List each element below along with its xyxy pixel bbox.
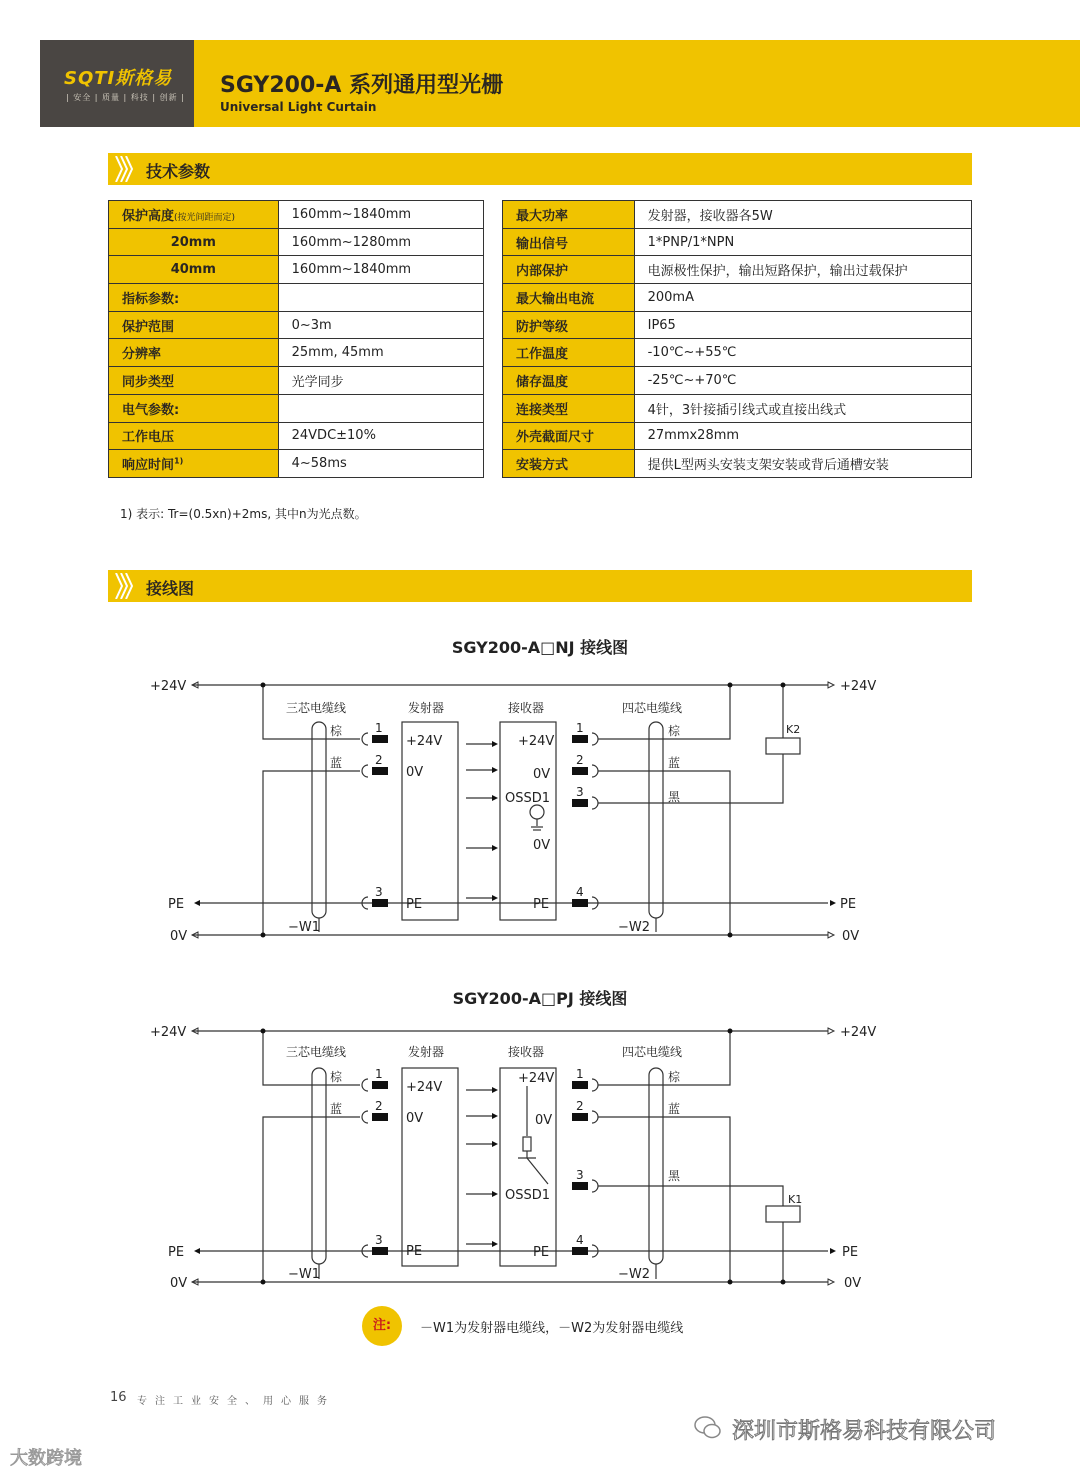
- spec-key-label: 输出信号: [516, 236, 569, 252]
- receiver-24v: +24V: [518, 1071, 555, 1086]
- label-brown: 棕: [668, 724, 681, 738]
- spec-footnote: 1) 表示: Tr=(0.5xn)+2ms, 其中n为光点数。: [120, 507, 367, 521]
- spec-key-sup: 1): [174, 456, 184, 466]
- watermark-company: 深圳市斯格易科技有限公司: [732, 1419, 997, 1444]
- spec-value: 0~3m: [278, 311, 483, 339]
- spec-key-label: 储存温度: [516, 374, 569, 390]
- pin-3: 3: [375, 1233, 383, 1247]
- label-0v-left: 0V: [170, 1276, 188, 1291]
- spec-key-label: 响应时间: [122, 458, 175, 474]
- spec-value: -10℃~+55℃: [634, 339, 971, 367]
- spec-key-label: 防护等级: [516, 319, 569, 335]
- emitter-0v: 0V: [406, 1111, 424, 1126]
- receiver-ossd1: OSSD1: [505, 1188, 551, 1203]
- label-0v-left: 0V: [170, 929, 188, 944]
- spec-key-note: (按光间距而定): [174, 212, 236, 223]
- label-brown: 棕: [330, 1070, 343, 1084]
- receiver-pe: PE: [533, 897, 550, 912]
- label-cable4: 四芯电缆线: [622, 1045, 683, 1059]
- spec-key-label: 安装方式: [516, 458, 569, 474]
- label-brown: 棕: [668, 1070, 681, 1084]
- label-cable4: 四芯电缆线: [622, 701, 683, 715]
- emitter-24v: +24V: [406, 734, 443, 749]
- pin-1: 1: [375, 721, 383, 735]
- label-0v-right: 0V: [842, 929, 860, 944]
- pin-1: 1: [576, 1067, 584, 1081]
- spec-value: 4~58ms: [278, 450, 483, 478]
- receiver-pe: PE: [533, 1245, 550, 1260]
- spec-key-label: 电气参数:: [122, 402, 180, 418]
- spec-key-label: 连接类型: [516, 402, 569, 418]
- emitter-0v: 0V: [406, 765, 424, 780]
- wechat-icon: [694, 1414, 722, 1442]
- label-24v-left: +24V: [150, 679, 187, 694]
- receiver-0v: 0V: [535, 1113, 553, 1128]
- label-cable3: 三芯电缆线: [286, 701, 347, 715]
- emitter-24v: +24V: [406, 1080, 443, 1095]
- spec-key-label: 工作温度: [516, 347, 569, 363]
- spec-key-label: 同步类型: [122, 374, 175, 390]
- page-title: SGY200-A 系列通用型光栅: [220, 73, 504, 98]
- spec-value: 24VDC±10%: [278, 422, 483, 450]
- emitter-pe: PE: [406, 897, 423, 912]
- footer-slogan: 专注工业安全、用心服务: [137, 1396, 335, 1407]
- receiver-ossd1: OSSD1: [505, 791, 551, 806]
- spec-value: 25mm, 45mm: [278, 339, 483, 367]
- spec-key-label: 40mm: [170, 262, 216, 278]
- spec-key-label: 分辨率: [122, 347, 162, 363]
- receiver-0v: 0V: [533, 767, 551, 782]
- label-emitter: 发射器: [408, 1045, 445, 1059]
- pin-1: 1: [576, 721, 584, 735]
- label-pe-left: PE: [168, 1245, 185, 1260]
- spec-value: IP65: [634, 311, 971, 339]
- label-receiver: 接收器: [508, 701, 545, 715]
- label-w1: −W1: [288, 1267, 321, 1282]
- note-text: －W1为发射器电缆线，－W2为发射器电缆线: [420, 1321, 684, 1336]
- spec-value: 电源极性保护，输出短路保护，输出过载保护: [634, 256, 971, 284]
- spec-value: 160mm~1840mm: [278, 201, 483, 229]
- note-badge: 注:: [362, 1306, 402, 1346]
- label-pe-right: PE: [840, 897, 857, 912]
- label-w1: −W1: [288, 920, 321, 935]
- spec-value: 提供L型两头安装支架安装或背后通槽安装: [634, 450, 971, 478]
- emitter-pe: PE: [406, 1244, 423, 1259]
- label-24v-right: +24V: [840, 1025, 877, 1040]
- spec-value: 160mm~1280mm: [278, 228, 483, 256]
- label-black: 黑: [668, 790, 681, 804]
- spec-key-label: 工作电压: [122, 430, 175, 446]
- pin-1: 1: [375, 1067, 383, 1081]
- diagram-title-pj: SGY200-A□PJ 接线图: [452, 989, 628, 1008]
- spec-key-label: 内部保护: [516, 264, 569, 280]
- section-title-specs: 技术参数: [146, 162, 211, 181]
- spec-value: 1*PNP/1*NPN: [634, 228, 971, 256]
- page-number: 16: [110, 1390, 127, 1405]
- label-0v-right: 0V: [844, 1276, 862, 1291]
- diagram-title-nj: SGY200-A□NJ 接线图: [451, 638, 629, 657]
- label-blue: 蓝: [668, 756, 681, 770]
- pin-2: 2: [375, 1099, 383, 1113]
- pin-4: 4: [576, 885, 584, 899]
- label-24v-left: +24V: [150, 1025, 187, 1040]
- label-w2: −W2: [618, 920, 651, 935]
- spec-key-label: 外壳截面尺寸: [516, 430, 595, 446]
- label-pe-right: PE: [842, 1245, 859, 1260]
- label-brown: 棕: [330, 724, 343, 738]
- spec-key-label: 最大输出电流: [516, 291, 595, 307]
- pin-2: 2: [576, 753, 584, 767]
- spec-key-label: 指标参数:: [122, 291, 180, 307]
- wiring-diagram-pj: [150, 1025, 876, 1291]
- label-emitter: 发射器: [408, 701, 445, 715]
- pin-3: 3: [576, 1168, 584, 1182]
- spec-value: 200mA: [634, 284, 971, 312]
- label-24v-right: +24V: [840, 679, 877, 694]
- logo-text: SQTI斯格易: [64, 68, 173, 89]
- label-receiver: 接收器: [508, 1045, 545, 1059]
- pin-2: 2: [576, 1099, 584, 1113]
- label-k2: K2: [786, 723, 801, 736]
- pin-3: 3: [375, 885, 383, 899]
- label-cable3: 三芯电缆线: [286, 1045, 347, 1059]
- label-blue: 蓝: [330, 1102, 343, 1116]
- pin-3: 3: [576, 785, 584, 799]
- receiver-24v: +24V: [518, 734, 555, 749]
- spec-value: 160mm~1840mm: [278, 256, 483, 284]
- spec-key-label: 20mm: [170, 234, 216, 250]
- logo-tagline: | 安全 | 质量 | 科技 | 创新 |: [66, 93, 185, 102]
- receiver-0v-b: 0V: [533, 838, 551, 853]
- label-k1: K1: [788, 1193, 803, 1206]
- pin-4: 4: [576, 1233, 584, 1247]
- label-black: 黑: [668, 1169, 681, 1183]
- spec-key-label: 最大功率: [516, 208, 569, 224]
- page-subtitle: Universal Light Curtain: [220, 100, 377, 114]
- spec-value: -25℃~+70℃: [634, 367, 971, 395]
- spec-value: 4针，3针接插引线式或直接出线式: [634, 394, 971, 422]
- spec-key-label: 保护高度: [122, 208, 175, 224]
- label-w2: −W2: [618, 1267, 651, 1282]
- watermark-brand: 大数跨境: [10, 1448, 82, 1469]
- label-pe-left: PE: [168, 897, 185, 912]
- spec-value: 27mmx28mm: [634, 422, 971, 450]
- spec-key-label: 保护范围: [122, 319, 175, 335]
- label-blue: 蓝: [330, 756, 343, 770]
- pin-2: 2: [375, 753, 383, 767]
- label-blue: 蓝: [668, 1102, 681, 1116]
- spec-value: 光学同步: [278, 367, 483, 395]
- spec-value: 发射器，接收器各5W: [634, 201, 971, 229]
- section-title-wiring: 接线图: [146, 579, 195, 598]
